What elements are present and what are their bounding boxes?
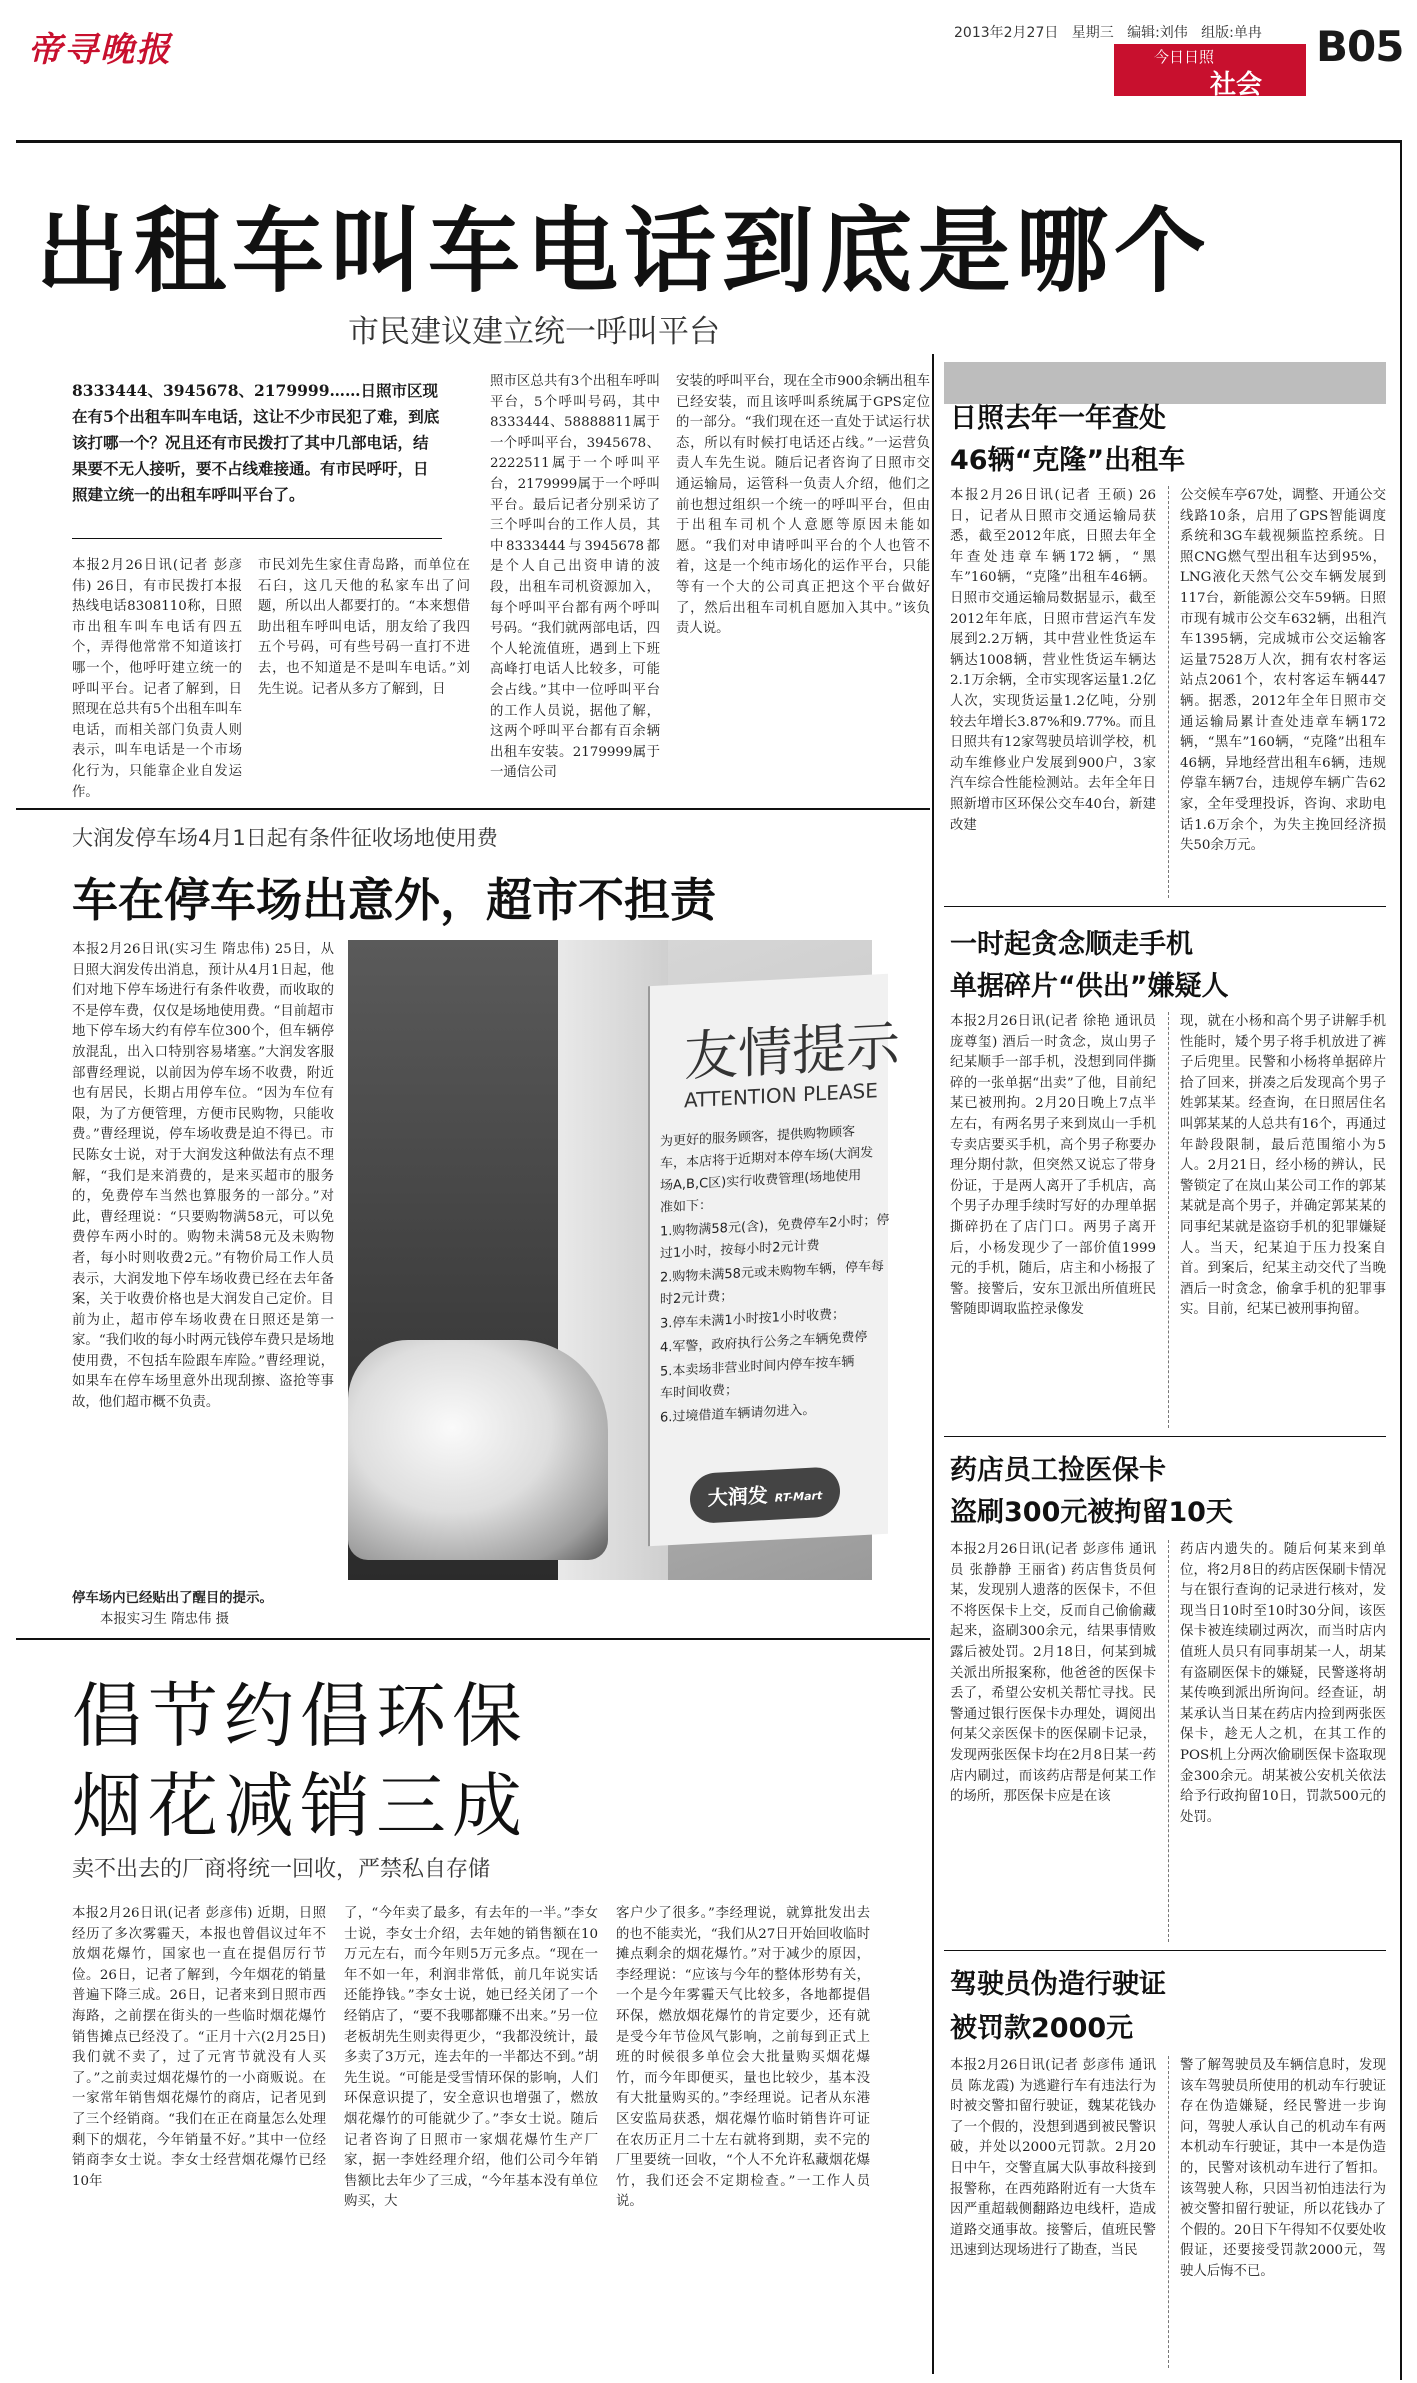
main-col3: 照市区总共有3个出租车呼叫平台，5个呼叫号码，其中8333444、58888811属于一个呼叫平台，3945678、2222511属于一个呼叫平台，2179999属于一个呼叫平台。最后记者分别采访了三个呼叫台的工作人员，其中8333444与3945678都是个人自己出资申请的波段，出租车司机资源加入，每个呼叫平台都有两个呼叫号码。“我们就两部电话，四个人轮流值班，遇到上下班高峰打电话人比较多，可能会占线。”其中一位呼叫平台的工作人员说，据他了解，这两个呼叫平台都有百余辆出租车安装。2179999属于一通信公司 xyxy=(490,374,660,781)
sign-line: 5.本卖场非营业时间内停车按车辆 xyxy=(660,1354,855,1380)
s2-col2: 现，就在小杨和高个男子讲解手机性能时，矮个男子将手机放进了裤子后兜里。民警和小杨将单据碎片拾了回来，拼凑之后发现高个男子姓郭某某。经查询，在日照居住名叫郭某某的人总共有16个，再通过年龄段限制，最后范围缩小为5人。2月21日，经小杨的辨认，民警锁定了在岚山某公司工作的郭某某就是高个男子，并确定郭某某的同事纪某就是盗窃手机的犯罪嫌疑人。当天，纪某迫于压力投案自首。到案后，纪某主动交代了当晚酒后一时贪念，偷拿手机的犯罪事实。目前，纪某已被刑事拘留。 xyxy=(1180,1014,1386,1318)
s1-col1: 本报2月26日讯(记者 王硕) 26日，记者从日照市交通运输局获悉，截至2012年底，日照去年全年查处违章车辆172辆，“黑车”160辆，“克隆”出租车46辆。日照市交通运输局数据显示，截至2012年年底，日照市营运汽车发展到2.2万辆，其中营业性货运车辆达1008辆，营业性货运车辆达2.1万余辆，全市实现客运量1.2亿人次，实现货运量1.2亿吨，分别较去年增长3.87%和9.77%。而且日照共有12家驾驶员培训学校，机动车维修业户发展到900户，3家汽车综合性能检测站。去年全年日照新增市区环保公交车40台，新建改建 xyxy=(950,488,1156,833)
brand-name: 大润发 xyxy=(707,1483,768,1511)
parking-body: 本报2月26日讯(实习生 隋忠伟) 25日，从日照大润发传出消息，预计从4月1日起，他们对地下停车场进行有条件收费，而收取的不是停车费，仅仅是场地使用费。“目前超市地下停车场大约有停车位300个，但车辆停放混乱，出入口特别容易堵塞。”大润发客服部曹经理说，以前因为停车场不收费，附近也有居民，长期占用停车位。“因为车位有限，为了方便管理，方便市民购物，只能收费。”曹经理说，停车场收费是迫不得已。市民陈女士说，对于大润发这种做法有点不理解，“我们是来消费的，是来买超市的服务的，免费停车当然也算服务的一部分。”对此，曹经理说：“只要购物满58元，可以免费停车两小时的。购物未满58元及未购物者，每小时则收费2元。”有物价局工作人员表示，大润发地下停车场收费已经在去年备案，关于收费价格也是大润发自己定价。目前为止，超市停车场收费在日照还是第一家。“我们收的每小时两元钱停车费只是场地使用费，不包括车险跟车库险。”曹经理说，如果车在停车场里意外出现刮擦、盗抢等事故，他们超市概不负责。 xyxy=(72,942,334,1411)
notice-sign xyxy=(648,974,900,1547)
section-name: 社会 xyxy=(1210,70,1263,100)
sign-line: 为更好的服务顾客，提供购物顾客 xyxy=(660,1124,856,1150)
column-divider xyxy=(932,354,934,2374)
fireworks-headline-1: 倡节约倡环保 xyxy=(72,1675,528,1757)
s4-divider xyxy=(1168,2056,1169,2368)
sign-line: 1.购物满58元(含)，免费停车2小时；停 xyxy=(660,1212,890,1240)
main-col2: 市民刘先生家住青岛路，而单位在石臼，这几天他的私家车出了问题，所以出人都要打的。“本来想借助出租车呼叫电话，朋友给了我四五个号码，可有些号码一直打不进去，也不知道是不是叫车电话。”刘先生说。记者从多方了解到，日 xyxy=(258,558,470,697)
issue-date: 2013年2月27日 xyxy=(954,25,1059,41)
sign-line: 时2元计费； xyxy=(660,1288,734,1308)
sign-line: 车，本店将于近期对本停车场(大润发 xyxy=(660,1145,874,1172)
right-edge-rule xyxy=(1400,140,1402,2380)
parking-photo xyxy=(348,940,900,1580)
sign-line: 6.过境借道车辆请勿进入。 xyxy=(660,1402,816,1426)
s1-divider xyxy=(1168,486,1169,898)
sign-line: 2.购物未满58元或未购物车辆，停车每 xyxy=(660,1258,884,1286)
lead-rule xyxy=(72,538,442,539)
s3-divider xyxy=(1168,1540,1169,1942)
s3-title-2: 盗刷300元被拘留10天 xyxy=(950,1497,1233,1528)
s2-title-2: 单据碎片“供出”嫌疑人 xyxy=(950,971,1229,1002)
s2-divider xyxy=(1168,1012,1169,1428)
s1-title-1: 日照去年一年查处 xyxy=(950,403,1166,434)
rt-mart-logo xyxy=(690,1466,840,1524)
sign-title: 友情提示 xyxy=(684,1014,900,1089)
section-banner xyxy=(1114,44,1306,100)
s4-col2: 警了解驾驶员及车辆信息时，发现该车驾驶员所使用的机动车行驶证存在伪造嫌疑，经民警进一步询问，驾驶人承认自己的机动车有两本机动车行驶证，其中一本是伪造的，民警对该机动车进行了暂扣。该驾驶人称，只因当初怕违法行为被交警扣留行驶证，所以花钱办了个假的。20日下午得知不仅要处收假证，还要接受罚款2000元，驾驶人后悔不已。 xyxy=(1180,2058,1386,2279)
main-headline: 出租车叫车电话到底是哪个 xyxy=(36,198,1213,305)
s1-title-2: 46辆“克隆”出租车 xyxy=(950,445,1186,476)
car-image xyxy=(348,1340,608,1560)
page-number: B05 xyxy=(1316,22,1404,71)
layout-credit: 组版:单冉 xyxy=(1201,25,1262,41)
main-col1: 本报2月26日讯(记者 彭彦伟) 26日，有市民拨打本报热线电话8308110称，日照市出租车叫车电话有四五个，弄得他常常不知道该打哪一个，他呼吁建立统一的呼叫平台。记者了解到，日照现在总共有5个出租车叫车电话，而相关部门负责人则表示，叫车电话是一个市场化行为，只能靠企业自发运作。 xyxy=(72,558,242,800)
s1-col2: 公交候车亭67处，调整、开通公交线路10条，启用了GPS智能调度系统和3G车载视频监控系统。日照CNG燃气型出租车达到95%，LNG液化天然气公交车辆发展到117台，新能源公交车59辆。日照市现有城市公交车632辆，出租汽车1395辆，完成城市公交运输客运量7528万人次，拥有农村客运站点2061个，农村客运车辆447辆。据悉，2012年全年日照市交通运输局累计查处违章车辆172辆，“黑车”160辆，“克隆”出租车46辆，异地经营出租车6辆，违规停靠车辆7台，违规停车辆广告62家，全年受理投诉，咨询、求助电话1.6万余个，为失主挽回经济损失50余万元。 xyxy=(1180,488,1386,854)
photo-caption: 停车场内已经贴出了醒目的提示。 xyxy=(72,1590,273,1606)
section-rule-1 xyxy=(16,808,930,810)
section-rule-2 xyxy=(16,1638,930,1640)
sign-line: 场A,B,C区)实行收费管理(场地使用 xyxy=(660,1168,862,1194)
s2-col1: 本报2月26日讯(记者 徐艳 通讯员 庞尊玺) 酒后一时贪念，岚山男子纪某顺手一部手机，没想到同伴撕碎的一张单据“出卖”了他，目前纪某已被刑拘。2月20日晚上7点半左右，有两名男子来到岚山一手机专卖店要买手机，高个男子称要办理分期付款，但突然又说忘了带身份证，于是两人离开了手机店，高个男子办理手续时写好的办理单据撕碎扔在了店门口。两男子离开后，小杨发现少了一部价值1999元的手机，随后，店主和小杨报了警。接警后，安东卫派出所值班民警随即调取监控录像发 xyxy=(950,1014,1156,1318)
sign-line: 4.军警，政府执行公务之车辆免费停 xyxy=(660,1329,868,1356)
s4-title-1: 驾驶员伪造行驶证 xyxy=(950,1969,1166,2000)
sign-line: 3.停车未满1小时按1小时收费； xyxy=(660,1306,845,1332)
parking-headline: 车在停车场出意外，超市不担责 xyxy=(72,873,716,927)
issue-weekday: 星期三 xyxy=(1071,25,1114,41)
s3-title-1: 药店员工捡医保卡 xyxy=(950,1455,1166,1486)
fireworks-subhead: 卖不出去的厂商将统一回收，严禁私自存储 xyxy=(72,1857,491,1882)
masthead-rule xyxy=(16,140,1402,143)
s3-rule xyxy=(944,1950,1386,1951)
main-subhead: 市民建议建立统一呼叫平台 xyxy=(348,314,720,350)
section-tag: 今日日照 xyxy=(1154,48,1215,66)
s3-col2: 药店内遗失的。随后何某来到单位，将2月8日的药店医保刷卡情况与在银行查询的记录进行核对，发现当日10时至10时30分间，该医保卡被连续刷过两次，而当时店内值班人员只有同事胡某一人，胡某有盗刷医保卡的嫌疑，民警遂将胡某传唤到派出所询问。经查证，胡某承认当日某在药店内捡到两张医保卡，趁无人之机，在其工作的POS机上分两次偷刷医保卡盗取现金300余元。胡某被公安机关依法给予行政拘留10日，罚款500元的处罚。 xyxy=(1180,1542,1386,1825)
parking-kicker: 大润发停车场4月1日起有条件征收场地使用费 xyxy=(72,826,498,850)
fireworks-col1: 本报2月26日讯(记者 彭彦伟) 近期，日照经历了多次雾霾天，本报也曾倡议过年不放烟花爆竹，国家也一直在提倡厉行节俭。26日，记者了解到，今年烟花的销量普遍下降三成。26日，记者来到日照市西海路，之前摆在街头的一些临时烟花爆竹销售摊点已经没了。“正月十六(2月25日)我们就不卖了，过了元宵节就没有人买了。”之前卖过烟花爆竹的一小商贩说。在一家常年销售烟花爆竹的商店，记者见到了三个经销商。“我们在正在商量怎么处理剩下的烟花，今年销量不好。”其中一位经销商李女士说。李女士经营烟花爆竹已经10年 xyxy=(72,1906,326,2189)
fireworks-col3: 客户少了很多。”李经理说，就算批发出去的也不能卖光，“我们从27日开始回收临时摊点剩余的烟花爆竹。”对于减少的原因，李经理说：“应该与今年的整体形势有关，一个是今年雾霾天气比较多，各地都提倡环保，燃放烟花爆竹的肯定要少，还有就是受今年节俭风气影响，之前每到正式上班的时候很多单位会大批量购买烟花爆竹，而今年即便买，量也比较少，基本没有大批量购买的。”李经理说。记者从东港区安监局获悉，烟花爆竹临时销售许可证在农历正月二十左右就将到期，卖不完的厂里要统一回收，“个人不允许私藏烟花爆竹，我们还会不定期检查。”一工作人员说。 xyxy=(616,1906,870,2210)
s4-col1: 本报2月26日讯(记者 彭彦伟 通讯员 陈龙霞) 为逃避行车有违法行为时被交警扣留行驶证，魏某花钱办了一个假的，没想到遇到被民警识破，并处以2000元罚款。2月20日中午，交警直属大队事故科接到报警称，在西苑路附近有一大货车因严重超载侧翻路边电线杆，造成道路交通事故。接警后，值班民警迅速到达现场进行了勘查，当民 xyxy=(950,2058,1156,2259)
s3-col1: 本报2月26日讯(记者 彭彦伟 通讯员 张静静 王丽省) 药店售货员何某，发现别人遗落的医保卡，不但不将医保卡上交，反而自己偷偷藏起来，盗刷300余元，结果事情败露后被处罚。2月18日，何某到城关派出所报案称，他爸爸的医保卡丢了，希望公安机关帮忙寻找。民警通过银行医保卡办理处，调阅出何某父亲医保卡的医保刷卡记录，发现两张医保卡均在2月8日某一药店内刷过，而该药店帮是何某工作的场所，那医保卡应是在该 xyxy=(950,1542,1156,1805)
fireworks-col2: 了，“今年卖了最多，有去年的一半。”李女士说，李女士介绍，去年她的销售额在10万元左右，而今年则5万元多点。“现在一年不如一年，利润非常低，前几年说实话还能挣钱。”李女士说，她已经关闭了一个经销店了，“要不我哪都赚不出来。”另一位老板胡先生则卖得更少，“我都没统计，最多卖了3万元，连去年的一半都达不到。”胡先生说。“可能是受雪情环保的影响，人们环保意识提了，安全意识也增强了，燃放烟花爆竹的可能就少了。”李女士说。随后记者咨询了日照市一家烟花爆竹生产厂家，据一李姓经理介绍，他们公司今年销售额比去年少了三成，“今年基本没有单位购买，大 xyxy=(344,1906,598,2210)
paper-logo: 帝寻晚报 xyxy=(28,30,172,70)
s2-rule xyxy=(944,1436,1386,1437)
s2-title-1: 一时起贪念顺走手机 xyxy=(950,929,1193,960)
s1-rule xyxy=(944,906,1386,907)
sign-subtitle: ATTENTION PLEASE xyxy=(684,1078,878,1113)
photo-credit: 本报实习生 隋忠伟 摄 xyxy=(100,1612,230,1627)
s4-title-2: 被罚款2000元 xyxy=(950,2013,1134,2044)
brand-name-en: RT-Mart xyxy=(774,1489,823,1505)
main-col4: 安装的呼叫平台，现在全市900余辆出租车已经安装，而且该呼叫系统属于GPS定位的一部分。“我们现在还一直处于试运行状态，所以有时候打电话还占线。”一运营负责人车先生说。随后记者咨询了日照市交通运输局，运管科一负责人介绍，他们之前也想过组织一个统一的呼叫平台，但由于出租车司机个人意愿等原因未能如愿。“我们对申请呼叫平台的个人也管不着，这是一个纯市场化的运作平台，只能等有一个大的公司真正把这个平台做好了，然后出租车司机自愿加入其中。”该负责人说。 xyxy=(676,374,930,637)
header-meta xyxy=(954,22,1262,42)
fireworks-headline-2: 烟花减销三成 xyxy=(72,1765,528,1847)
sign-line: 准如下： xyxy=(660,1197,713,1216)
editor-credit: 编辑:刘伟 xyxy=(1127,25,1188,41)
main-lead: 8333444、3945678、2179999……日照市区现在有5个出租车叫车电话，这让不少市民犯了难，到底该打哪一个？况且还有市民拨打了其中几部电话，结果要不无人接听，要不占线难接通。有市民呼吁，日照建立统一的出租车呼叫平台了。 xyxy=(72,381,440,504)
sign-line: 车时间收费； xyxy=(660,1382,739,1402)
sign-line: 过1小时，按每小时2元计费 xyxy=(660,1238,820,1262)
